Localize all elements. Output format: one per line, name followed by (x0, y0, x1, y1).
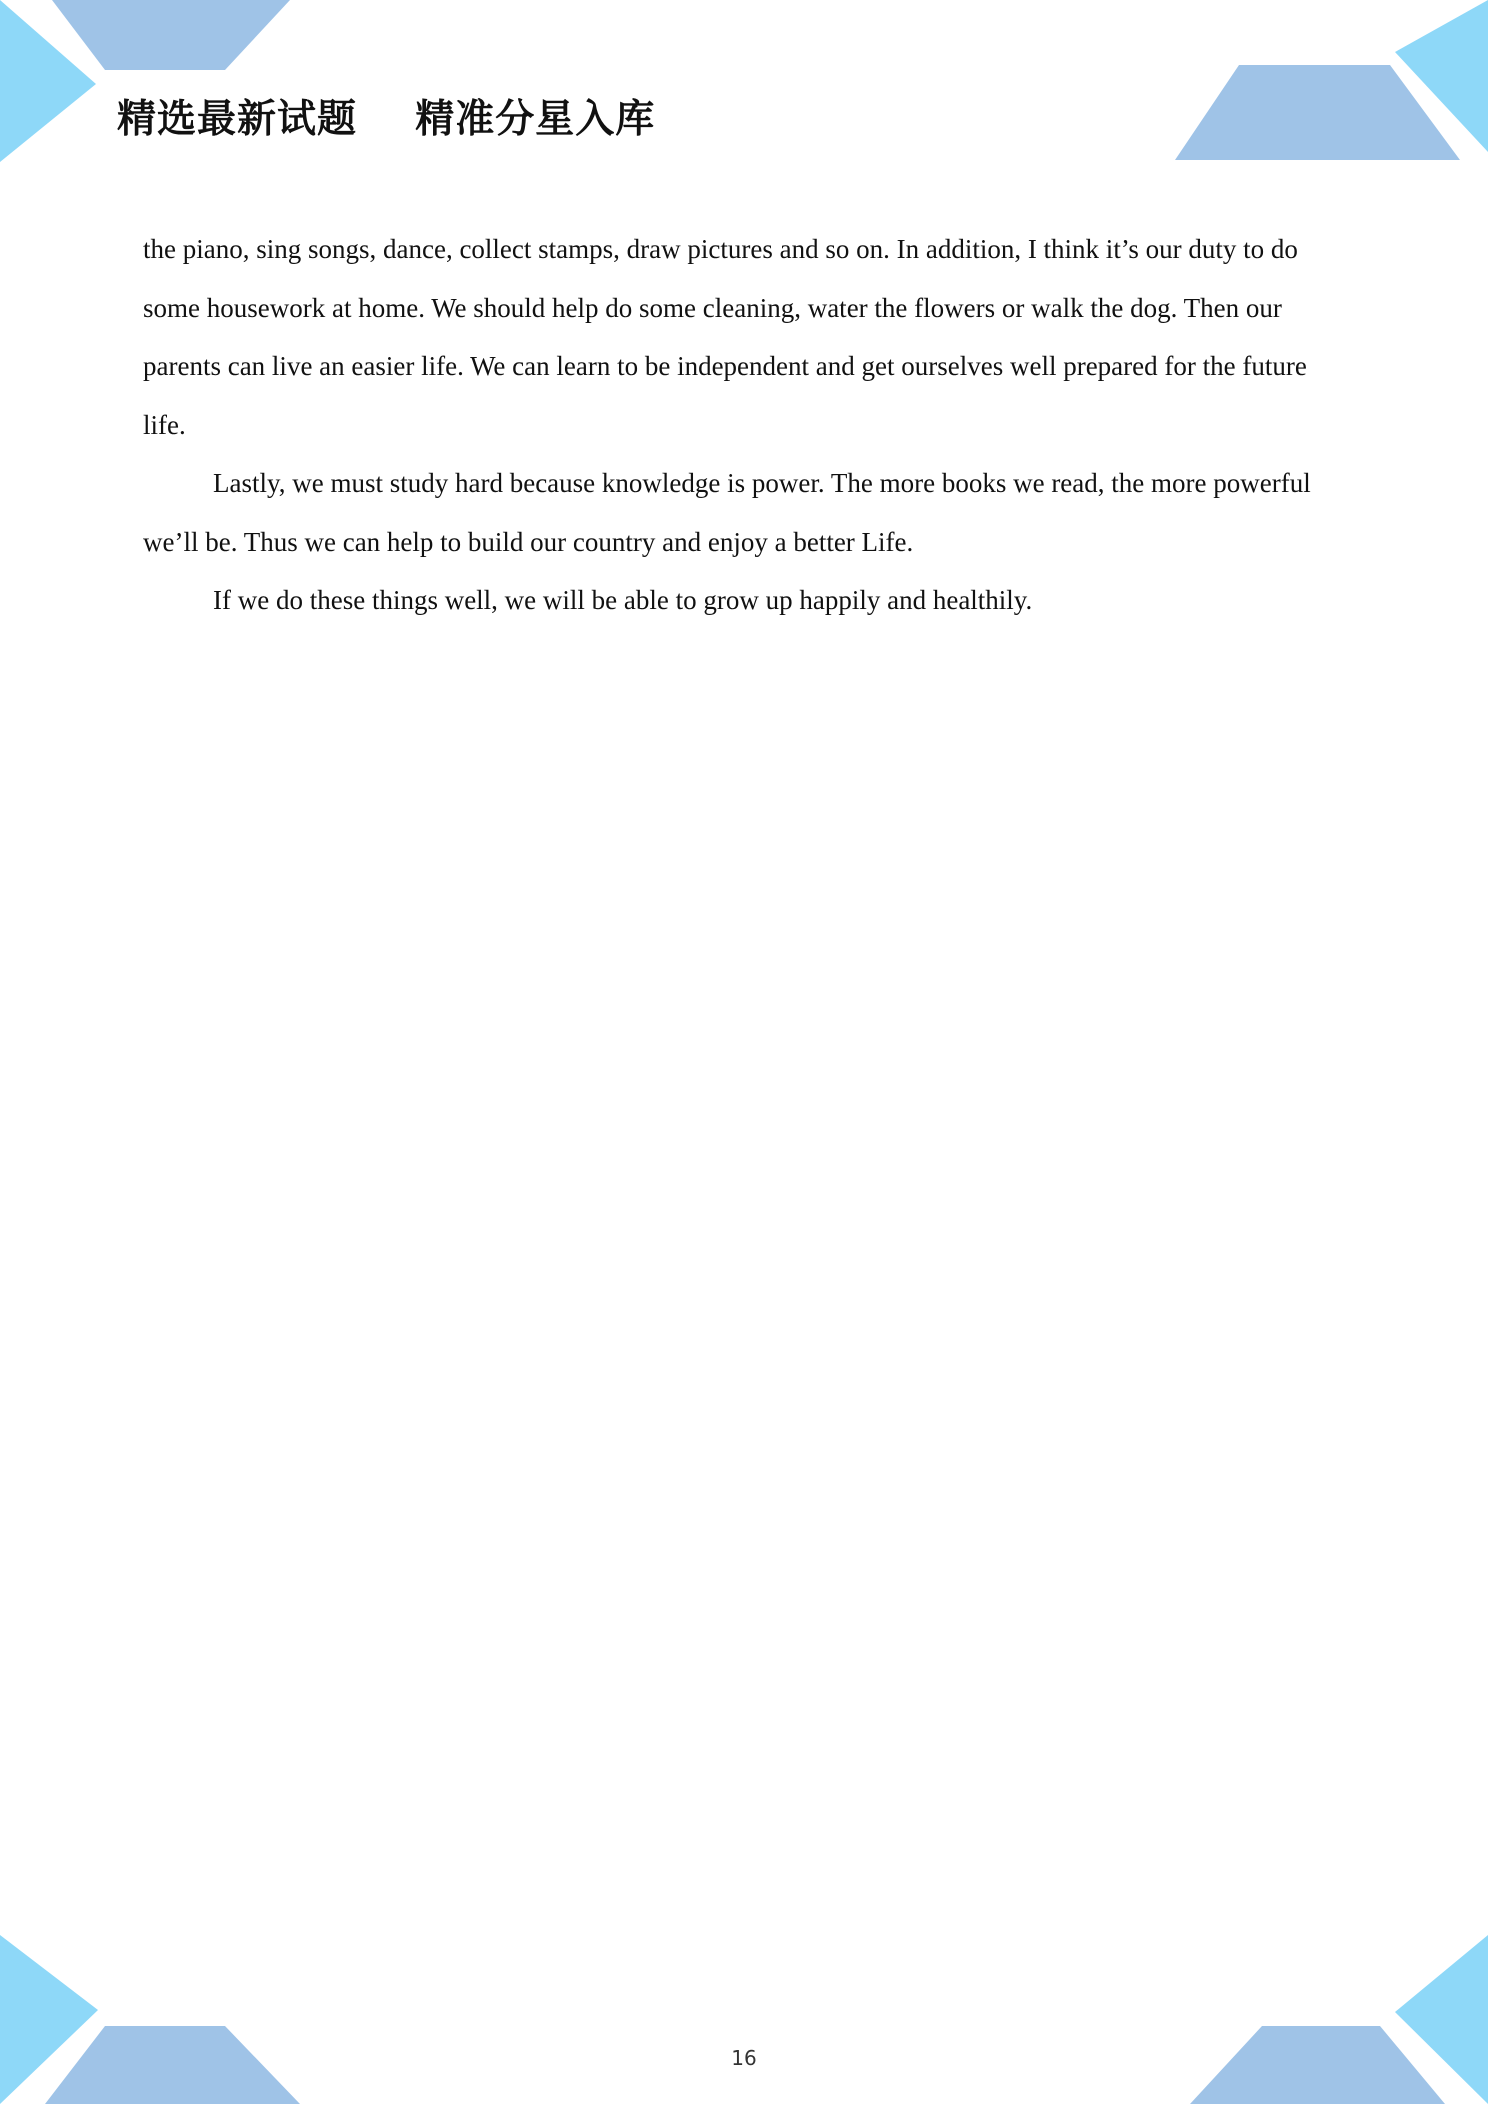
paragraph: If we do these things well, we will be able to grow up happily and healthily. (213, 585, 1033, 615)
document-body (143, 220, 1323, 630)
paragraph: the piano, sing songs, dance, collect stamps, draw pictures and so on. In addition, I think it’s our duty to do some housework at home. We should help do some cleaning, water the flowers or walk the dog. Then our parents can live an easier life. We can learn to be independent and get ourselves well prepared for the future life. (143, 234, 1307, 440)
top-right-trapezoid-shape (1175, 65, 1460, 160)
top-left-trapezoid-shape (52, 0, 290, 70)
paragraph: Lastly, we must study hard because knowledge is power. The more books we read, the more powerful we’ll be. Thus we can help to build our country and enjoy a better Life. (143, 468, 1311, 557)
header-title: 精选最新试题 精准分星入库 (117, 97, 656, 142)
page-number: 16 (731, 2046, 757, 2070)
